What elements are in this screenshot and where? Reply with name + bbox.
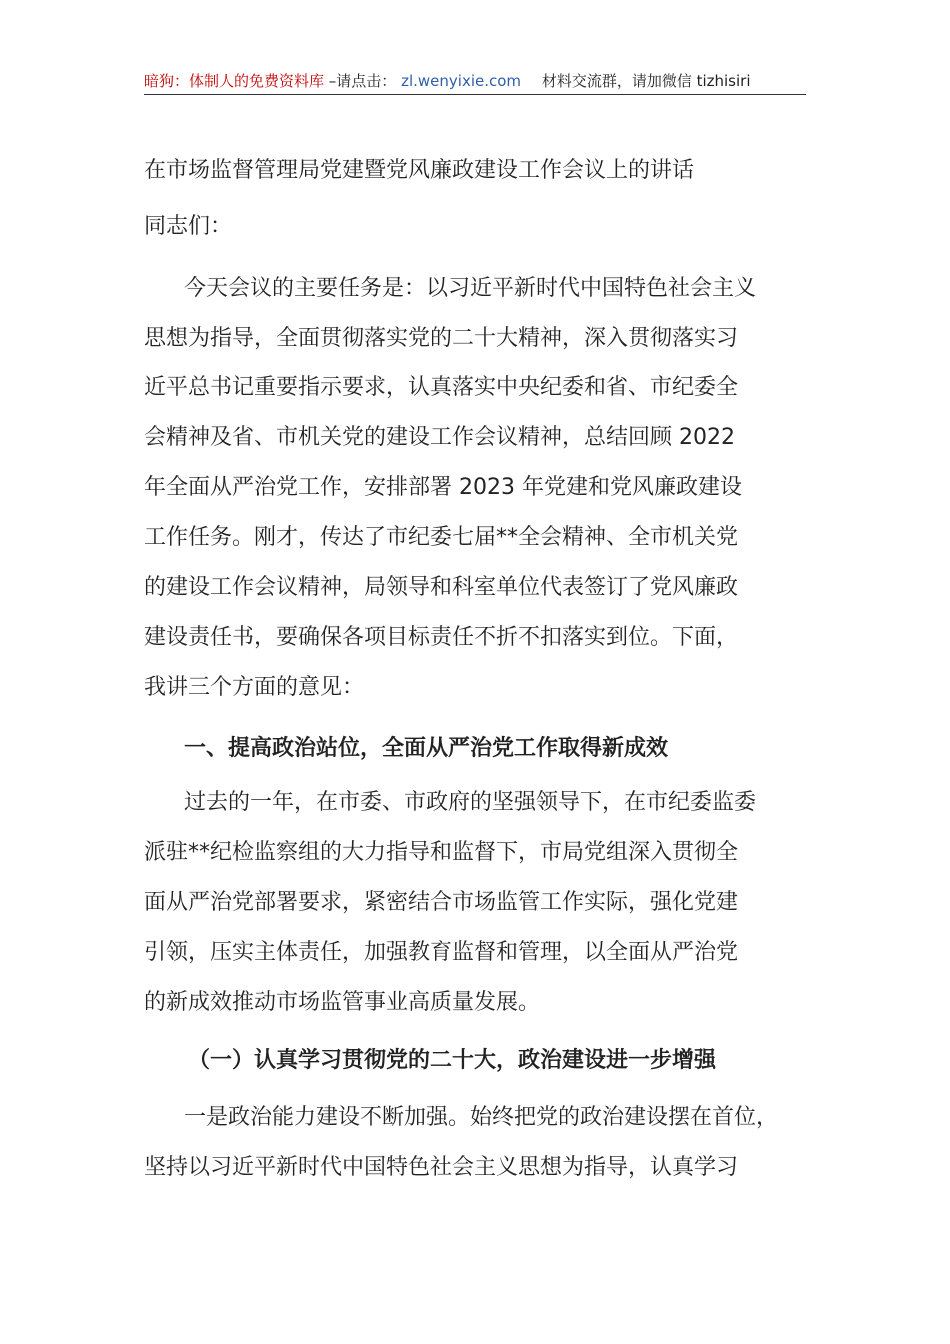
paragraph-line: 建设责任书，要确保各项目标责任不折不扣落实到位。下面， (144, 625, 739, 650)
paragraph-line: 过去的一年，在市委、市政府的坚强领导下，在市纪委监委 (184, 790, 757, 815)
page-header (144, 70, 806, 92)
section-heading: 一、提高政治站位，全面从严治党工作取得新成效 (184, 736, 669, 761)
paragraph-line: 会精神及省、市机关党的建设工作会议精神，总结回顾 2022 (144, 425, 735, 450)
paragraph-line: 我讲三个方面的意见： (144, 675, 365, 700)
paragraph-line: 的建设工作会议精神，局领导和科室单位代表签订了党风廉政 (144, 575, 739, 600)
paragraph-line: 引领，压实主体责任，加强教育监督和管理，以全面从严治党 (144, 940, 739, 965)
subsection-heading: （一）认真学习贯彻党的二十大，政治建设进一步增强 (188, 1048, 717, 1073)
header-link[interactable]: zl.wenyixie.com (401, 72, 522, 90)
paragraph-line: 近平总书记重要指示要求，认真落实中央纪委和省、市纪委全 (144, 375, 739, 400)
paragraph-line: 今天会议的主要任务是：以习近平新时代中国特色社会主义 (184, 276, 757, 301)
header-divider (144, 94, 806, 95)
paragraph-line: 的新成效推动市场监管事业高质量发展。 (144, 990, 541, 1015)
paragraph-line: 年全面从严治党工作，安排部署 2023 年党建和党风廉政建设 (144, 475, 742, 500)
header-brand: 暗狗：体制人的免费资料库 (144, 72, 325, 90)
document-title: 在市场监督管理局党建暨党风廉政建设工作会议上的讲话 (144, 158, 695, 183)
paragraph-line: 坚持以习近平新时代中国特色社会主义思想为指导，认真学习 (144, 1155, 739, 1180)
paragraph-line: 一是政治能力建设不断加强。始终把党的政治建设摆在首位， (184, 1105, 779, 1130)
header-wechat: 材料交流群，请加微信 tizhisiri (541, 72, 751, 90)
paragraph-line: 思想为指导，全面贯彻落实党的二十大精神，深入贯彻落实习 (144, 326, 739, 351)
header-cta: –请点击： (328, 72, 397, 90)
paragraph-line: 派驻**纪检监察组的大力指导和监督下，市局党组深入贯彻全 (144, 840, 739, 865)
paragraph-line: 工作任务。刚才，传达了市纪委七届**全会精神、全市机关党 (144, 525, 739, 550)
paragraph-line: 面从严治党部署要求，紧密结合市场监管工作实际，强化党建 (144, 890, 739, 915)
salutation: 同志们： (144, 214, 233, 239)
